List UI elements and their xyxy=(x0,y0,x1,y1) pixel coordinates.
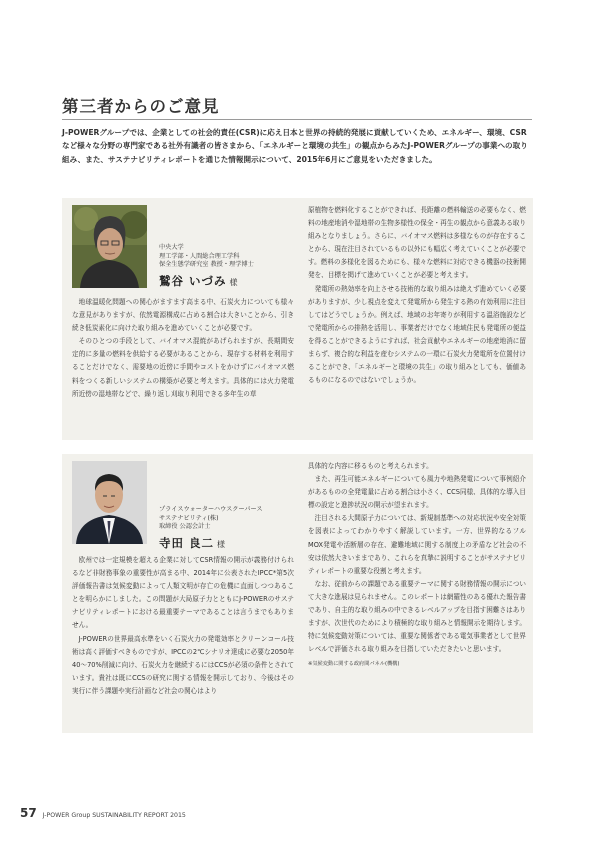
affiliation-line: 中央大学 xyxy=(159,244,184,251)
name-text: 鷲谷 いづみ xyxy=(159,273,227,288)
opinion-left-column xyxy=(72,296,294,401)
opinion-paragraph: 発電所の熱効率を向上させる技術的な取り組みは絶えず進めていく必要がありますが、少し視点を変えて発電所から発生する熱の有効利用に注目してはどうでしょうか。例えば、地域のお年寄りが利用する温浴施設などで発電所からの排熱を活用し、事業者だけでなく地域住民も発電所の便益を得ることができるようにすれば、社会貢献やエネルギーの地産地消に留まらず、複合的な利益を産むシステムの一環に石炭火力発電所を位置付けることができ、「エネルギーと環境の共生」の取り組みとしても、価値あるものになるのではないでしょうか。 xyxy=(308,284,526,385)
affiliation-line: プライスウォーターハウスクーパース xyxy=(159,506,263,513)
name-text: 寺田 良二 xyxy=(159,535,215,550)
portrait-photo-terada xyxy=(72,461,147,544)
title-divider xyxy=(62,119,532,120)
affiliation-line: 保全生態学研究室 教授・理学博士 xyxy=(159,261,254,269)
affiliation-line: サステナビリティ(株) xyxy=(159,514,219,522)
opinion-paragraph: 地球温暖化問題への関心がますます高まる中、石炭火力についても様々な意見がありますが、依然電源構成に占める割合は大きいことから、引き続き低炭素化に向けた取り組みを進めていくことが必要です。 xyxy=(72,298,294,333)
footnote: ※気候変動に関する政府間パネル(機構) xyxy=(308,661,400,668)
page-footer xyxy=(20,806,186,820)
affiliation-line: 理工学部・人間総合理工学科 xyxy=(159,252,240,260)
opinion-right-column xyxy=(308,460,526,669)
honorific: 様 xyxy=(229,277,239,287)
contributor-name xyxy=(159,535,263,551)
opinion-card-terada xyxy=(62,454,533,733)
opinion-paragraph: 具体的な内容に移るものと考えられます。 xyxy=(308,462,433,470)
page-number: 57 xyxy=(20,806,37,820)
opinion-paragraph: 注目される大間原子力については、新規制基準への対応状況や安全対策を図表によってわかりやすく解説しています。一方、世界的なるフルMOX発電や活断層の存在、避難地域に関する制度上の矛盾など社会の不安は依然大きいままであり、これらを真摯に説明することがサステナビリティレポートの重要な役割と考えます。 xyxy=(308,514,526,575)
opinion-right-column xyxy=(308,204,526,387)
profile-washitani xyxy=(159,244,254,289)
report-name: J-POWER Group SUSTAINABILITY REPORT 2015 xyxy=(42,812,186,819)
opinion-paragraph: なお、従前からの課題である重要テーマに関する財務情報の開示について大きな進展は見られません。このレポートは網羅性のある優れた報告書であり、自主的な取り組みの中できるレベルアップを目指す困難さはありますが、次世代のためにより積極的な取り組みと情報開示を期待します。特に気候変動対策については、重要な関係者である電気事業者として世界レベルで評価される取り組みを目指していただきたいと思います。 xyxy=(308,579,526,654)
portrait-photo-washitani xyxy=(72,205,147,288)
contributor-name xyxy=(159,273,254,289)
profile-terada xyxy=(159,506,263,551)
honorific: 様 xyxy=(217,539,227,549)
page-title: 第三者からのご意見 xyxy=(62,97,220,116)
opinion-paragraph: 原植物を燃料化することができれば、長距離の燃料輸送の必要もなく、燃料の地産地消や湿地帯の生物多様性の保全・再生の観点から意義ある取り組みとなりましょう。さらに、バイオマス燃料は多様なものが存在することから、現在注目されているもの以外にも幅広く考えていくことが必要です。燃料の多様化を図るためにも、様々な燃料に対応できる機器の技術開発を、目標を掲げて進めていくことが必要と考えます。 xyxy=(308,206,526,280)
opinion-paragraph: 欧州では一定規模を超える企業に対してCSR情報の開示が義務付けられるなど非財務事象の重要性が高まる中、2014年に公表されたIPCC*第5次評価報告書は気候変動によって人類文明が存亡の危機に直面しつつあることを明らかにしました。この問題が大局原子力とともにJ-POWERのサステナビリティレポートにおける最重要テーマであることは言うまでもありません。 xyxy=(72,556,294,630)
opinion-left-column xyxy=(72,554,294,698)
intro-text: J-POWERグループでは、企業としての社会的責任(CSR)に応え日本と世界の持続的発展に貢献していくため、エネルギー、環境、CSRなど様々な分野の専門家である社外有識者の皆さまから、「エネルギーと環境の共生」の観点からみたJ-POWERグループの事業への取り組み、また、サステナビリティレポートを通じた情報開示について、2015年6月にご意見をいただきました。 xyxy=(62,128,528,164)
opinion-paragraph: そのひとつの手段として、バイオマス混焼があげられますが、長期間安定的に多量の燃料を供給する必要があることから、現存する材料を利用することだけでなく、需要地の近傍に手間やコストをかけずにバイオマス燃料をつくる新しいシステムの構築が必要と考えます。具体的には火力発電所近傍の湿地帯などで、繰り返し刈取り利用できる多年生の草 xyxy=(72,337,294,398)
affiliation-line: 取締役 公認会計士 xyxy=(159,523,211,531)
opinion-paragraph: J-POWERの世界最高水準をいく石炭火力の発電効率とクリーンコール技術は高く評価すべきものですが、IPCCの2℃シナリオ達成に必要な2050年40〜70%削減に向け、石炭火力を継続するにはCCSが必須の条件とされています。貴社は既にCCSの研究に関する情報を開示しており、今後はその実行に伴う課題や実行計画など社会の関心はより xyxy=(72,634,294,695)
opinion-paragraph: また、再生可能エネルギーについても風力や地熱発電について事例紹介があるものの全発電量に占める割合は小さく、CCS同様、具体的な導入目標の設定と進捗状況の開示が望まれます。 xyxy=(308,475,526,510)
opinion-card-washitani xyxy=(62,198,533,440)
